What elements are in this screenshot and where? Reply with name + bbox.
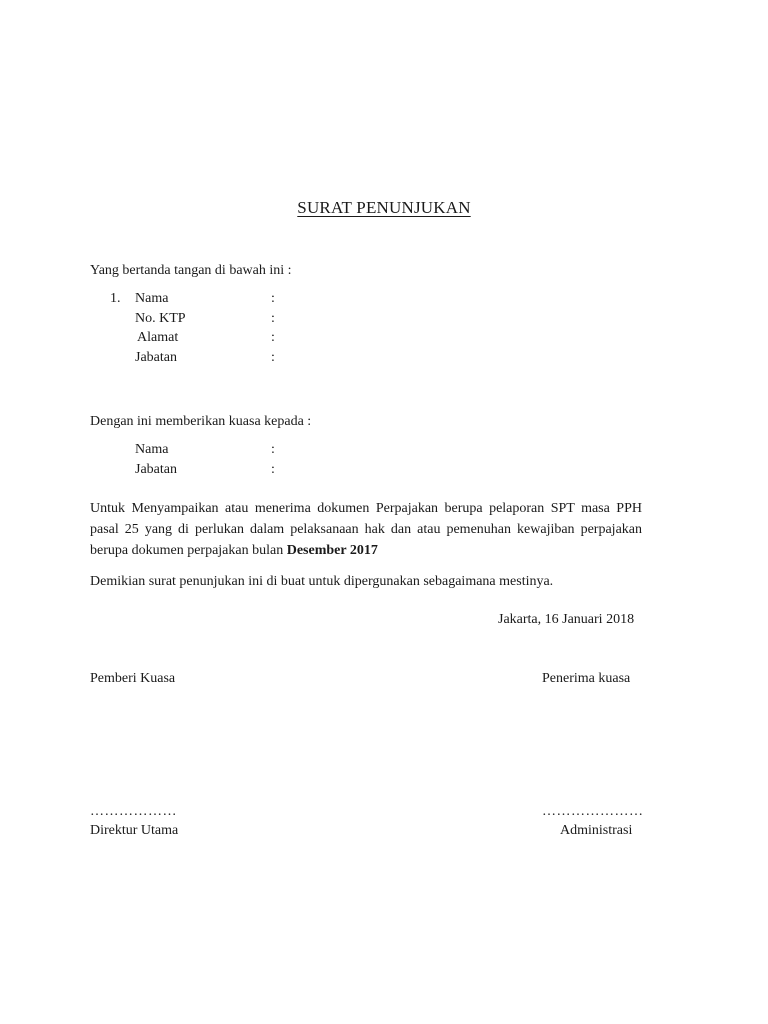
document-title: SURAT PENUNJUKAN <box>297 198 471 217</box>
signer-address-label: Alamat <box>137 330 179 345</box>
signer-name-label: Nama <box>135 291 169 306</box>
grantee-position-label: Jabatan <box>135 462 177 477</box>
grantee-name-colon: : <box>271 442 275 457</box>
grantee-role: Penerima kuasa <box>542 671 631 686</box>
grantee-name-label: Nama <box>135 442 169 457</box>
signer-position-colon: : <box>271 350 275 365</box>
signer-address-colon: : <box>271 330 275 345</box>
grantor-title: Direktur Utama <box>90 823 179 838</box>
purpose-period: Desember 2017 <box>286 543 378 558</box>
grantee-title: Administrasi <box>560 823 633 838</box>
place-date: Jakarta, 16 Januari 2018 <box>498 612 635 627</box>
purpose-paragraph <box>90 498 642 561</box>
signer-name-colon: : <box>271 291 275 306</box>
signer-ktp-colon: : <box>271 311 275 326</box>
grantee-signature-line: ………………… <box>542 804 644 819</box>
grantee-position-colon: : <box>271 462 275 477</box>
intro-text: Yang bertanda tangan di bawah ini : <box>90 263 292 278</box>
closing-text: Demikian surat penunjukan ini di buat untuk dipergunakan sebagaimana mestinya. <box>90 574 554 589</box>
signer-number: 1. <box>110 291 121 306</box>
signer-ktp-label: No. KTP <box>135 311 186 326</box>
purpose-text: Untuk Menyampaikan atau menerima dokumen Perpajakan berupa pelaporan SPT masa PPH pasal 25 yang di perlukan dalam pelaksanaan hak dan atau pemenuhan kewajiban perpajakan berupa dokumen perpajakan bulan <box>90 501 642 558</box>
grantor-signature-line: ……………… <box>90 804 177 819</box>
grant-intro-text: Dengan ini memberikan kuasa kepada : <box>90 414 312 429</box>
grantor-role: Pemberi Kuasa <box>90 671 176 686</box>
signer-position-label: Jabatan <box>135 350 177 365</box>
